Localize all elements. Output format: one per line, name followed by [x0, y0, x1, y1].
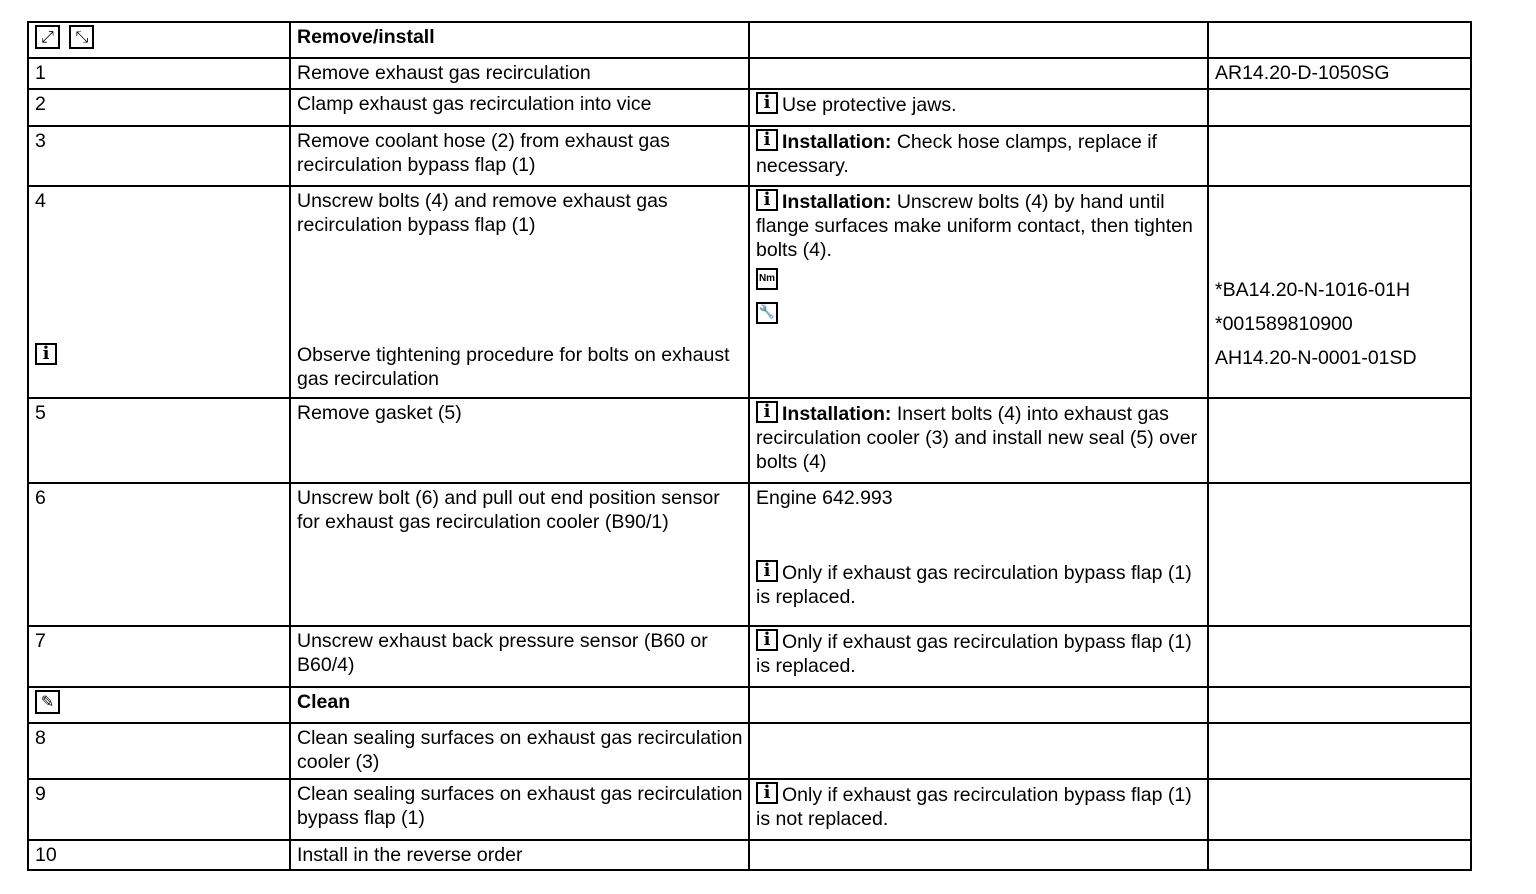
info-icon	[756, 629, 778, 651]
torque-reference-link[interactable]: *BA14.20-N-1016-01H	[1215, 279, 1411, 301]
step-number: 10	[28, 840, 290, 870]
empty-cell	[749, 723, 1208, 779]
info-icon	[756, 129, 778, 151]
section-header-remove-install	[28, 22, 1471, 58]
info-icon	[756, 782, 778, 804]
note-text: Only if exhaust gas recirculation bypass flap (1) is replaced.	[756, 631, 1192, 677]
step-note	[749, 626, 1208, 687]
info-icon	[756, 189, 778, 211]
note-label: Installation:	[782, 191, 892, 213]
step-note	[749, 126, 1208, 186]
section-header-clean	[28, 687, 1471, 723]
empty-cell	[1208, 626, 1471, 687]
clean-icon	[35, 690, 60, 714]
empty-cell	[749, 687, 1208, 723]
table-row	[28, 126, 1471, 186]
empty-cell	[1208, 89, 1471, 126]
info-icon	[756, 92, 778, 114]
table-row	[28, 398, 1471, 483]
info-icon	[756, 401, 778, 423]
collapse-icon[interactable]	[69, 25, 94, 49]
step-number: 6	[28, 483, 290, 626]
empty-cell	[1208, 398, 1471, 483]
step-number: 7	[28, 626, 290, 687]
empty-cell	[1208, 483, 1471, 626]
empty-cell	[1208, 723, 1471, 779]
info-icon	[35, 343, 57, 365]
step-action-cell	[290, 186, 749, 398]
header-icons-cell	[28, 22, 290, 58]
table-row	[28, 779, 1471, 840]
empty-cell	[749, 58, 1208, 89]
section-title: Remove/install	[290, 22, 749, 58]
table-row	[28, 89, 1471, 126]
step-note	[749, 186, 1208, 398]
step-number-cell	[28, 186, 290, 398]
reference-link[interactable]: AR14.20-D-1050SG	[1208, 58, 1471, 89]
table-row	[28, 186, 1471, 398]
step-action: Install in the reverse order	[290, 840, 749, 870]
reference-cell	[1208, 186, 1471, 398]
step-action: Clean sealing surfaces on exhaust gas recirculation bypass flap (1)	[290, 779, 749, 840]
torque-icon	[756, 268, 778, 290]
empty-cell	[749, 840, 1208, 870]
section-title: Clean	[290, 687, 749, 723]
empty-cell	[749, 22, 1208, 58]
note-text: Use protective jaws.	[782, 94, 957, 116]
step-number: 3	[28, 126, 290, 186]
empty-cell	[1208, 840, 1471, 870]
procedure-table	[27, 21, 1472, 871]
step-action: Clean sealing surfaces on exhaust gas recirculation cooler (3)	[290, 723, 749, 779]
step-action: Unscrew bolt (6) and pull out end position sensor for exhaust gas recirculation cooler (B90/1)	[290, 483, 749, 626]
sub-action: Observe tightening procedure for bolts on exhaust gas recirculation	[297, 344, 730, 390]
step-action: Remove gasket (5)	[290, 398, 749, 483]
step-number: 5	[28, 398, 290, 483]
note-text: Only if exhaust gas recirculation bypass flap (1) is not replaced.	[756, 784, 1192, 830]
step-note	[749, 398, 1208, 483]
table-row	[28, 840, 1471, 870]
step-action: Unscrew exhaust back pressure sensor (B60 or B60/4)	[290, 626, 749, 687]
empty-cell	[1208, 126, 1471, 186]
step-number: 8	[28, 723, 290, 779]
note-text: Check hose clamps, replace if necessary.	[756, 131, 1157, 177]
special-tool-icon	[756, 302, 778, 324]
step-number: 1	[28, 58, 290, 89]
step-action: Remove coolant hose (2) from exhaust gas recirculation bypass flap (1)	[290, 126, 749, 186]
table-row	[28, 483, 1471, 626]
step-note	[749, 483, 1208, 626]
empty-cell	[1208, 779, 1471, 840]
info-icon	[756, 560, 778, 582]
empty-cell	[1208, 22, 1471, 58]
step-number: 2	[28, 89, 290, 126]
reference-link[interactable]: AH14.20-N-0001-01SD	[1215, 347, 1417, 369]
step-action: Remove exhaust gas recirculation	[290, 58, 749, 89]
step-note	[749, 89, 1208, 126]
note-text: Unscrew bolts (4) by hand until flange surfaces make uniform contact, then tighten bolts (4).	[756, 191, 1193, 261]
empty-cell	[1208, 687, 1471, 723]
step-action: Clamp exhaust gas recirculation into vice	[290, 89, 749, 126]
step-number: 4	[35, 190, 46, 212]
note-text: Only if exhaust gas recirculation bypass flap (1) is replaced.	[756, 562, 1192, 608]
tool-reference-link[interactable]: *001589810900	[1215, 313, 1353, 335]
table-row	[28, 58, 1471, 89]
note-label: Installation:	[782, 131, 892, 153]
note-label: Installation:	[782, 403, 892, 425]
step-action: Unscrew bolts (4) and remove exhaust gas recirculation bypass flap (1)	[297, 190, 668, 236]
clean-icon-cell	[28, 687, 290, 723]
note-text: Insert bolts (4) into exhaust gas recirculation cooler (3) and install new seal (5) over bolts (4)	[756, 403, 1198, 473]
expand-icon[interactable]	[35, 25, 60, 49]
table-row	[28, 723, 1471, 779]
table-row	[28, 626, 1471, 687]
engine-note: Engine 642.993	[756, 487, 893, 509]
step-number: 9	[28, 779, 290, 840]
step-note	[749, 779, 1208, 840]
